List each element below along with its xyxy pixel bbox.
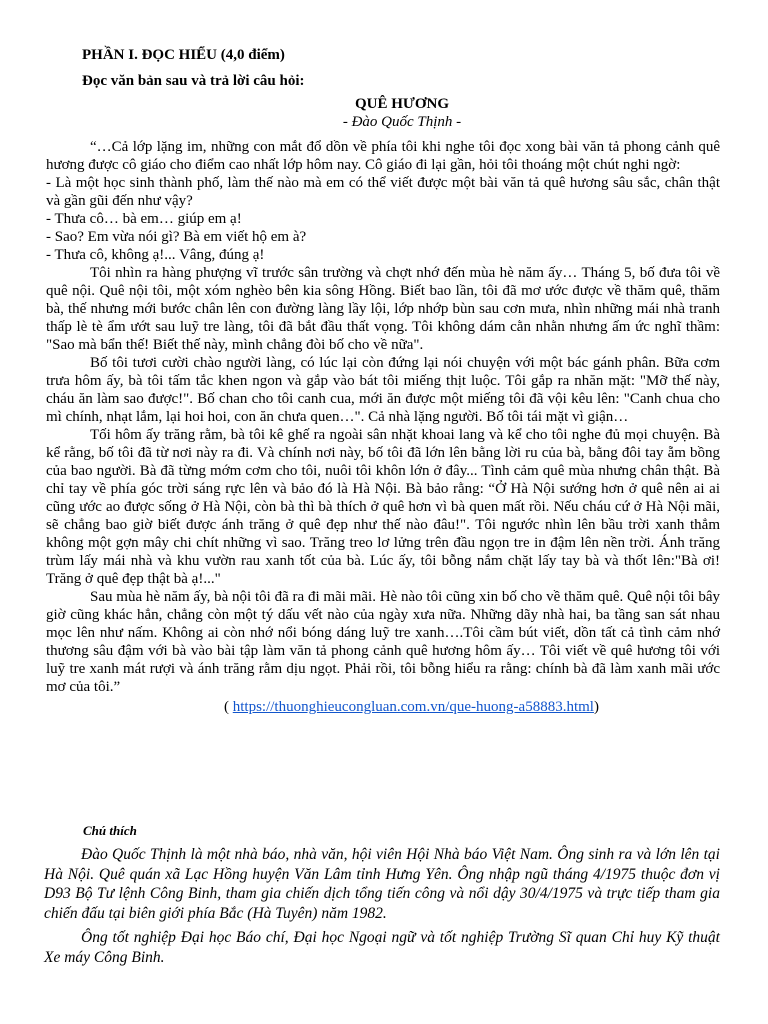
story-author: - Đào Quốc Thịnh -	[342, 114, 462, 130]
story-paragraph: Tôi nhìn ra hàng phượng vĩ trước sân trường và chợt nhớ đến mùa hè năm ấy… Tháng 5, bố đưa tôi về quê nội. Quê nội tôi, một xóm nghèo bên kia sông Hồng. Biết bao lần, tôi đã mơ ước được về thăm quê, thăm bà, thế nhưng mới bước chân lên con đường làng lầy lội, lớp nhớp bùn sau cơn mưa, nhìn những mái nhà tranh thấp lè tè ẩm ướt sau luỹ tre làng, tôi đã bắt đầu thất vọng. Tôi không dám cằn nhằn nhưng ấm ức nghĩ thầm: "Sao mà bẩn thế! Biết thế này, mình chẳng đòi bố cho về nữa".	[46, 265, 720, 353]
source-close: )	[593, 699, 599, 715]
note-paragraph: Đào Quốc Thịnh là một nhà báo, nhà văn, hội viên Hội Nhà báo Việt Nam. Ông sinh ra và lớn lên tại Hà Nội. Quê quán xã Lạc Hồng huyện Văn Lâm tỉnh Hưng Yên. Ông nhập ngũ tháng 4/1975 thuộc đơn vị D93 Bộ Tư lệnh Công Binh, tham gia chiến dịch tổng tiến công và nổi dậy 30/4/1975 và trực tiếp tham gia chiến đấu tại biên giới phía Bắc (Hà Tuyên) năm 1982.	[44, 846, 720, 922]
story-paragraph: Tối hôm ấy trăng rằm, bà tôi kê ghế ra ngoài sân nhặt khoai lang và kể cho tôi nghe đủ mọi chuyện. Bà kể rằng, bố tôi đã từ nơi này ra đi. Và chính nơi này, bố tôi đã lớn lên bằng lời ru của bà, bằng đôi tay ẵm bồng của bao người. Bà đã từng mớm cơm cho tôi, nuôi tôi khôn lớn ở đây... Tình cảm quê mùa nhưng chân thật. Bà chỉ tay về phía góc trời sáng rực lên và bảo đó là Hà Nội. Bà bảo rằng: “Ở Hà Nội sướng hơn ở quê nên ai ai cũng ước ao được sống ở Hà Nội, còn bà thì bà thích ở quê hơn vì bà quen mất rồi. Nếu cháu cứ ở Hà Nội mãi, sẽ chẳng bao giờ biết được ánh trăng ở quê đẹp như thế nào đâu!". Tôi ngước nhìn lên bầu trời xanh thẳm không một gợn mây chi chít những vì sao. Trăng treo lơ lửng trên đầu ngọn tre in đậm lên nền trời. Ánh trăng trùm lấy mái nhà và khu vườn rau xanh tốt của bà. Lúc ấy, tôi bỗng nắm chặt lấy tay bà và thốt lên:"Bà ơi! Trăng ở quê đẹp thật bà ạ!..."	[46, 427, 720, 587]
story-paragraph: “…Cả lớp lặng im, những con mắt đổ dồn về phía tôi khi nghe tôi đọc xong bài văn tả phong cảnh quê hương được cô giáo cho điểm cao nhất lớp hôm nay. Cô giáo đi lại gần, hỏi tôi thoáng một chút nghi ngờ:	[46, 139, 720, 173]
story-title: QUÊ HƯƠNG	[354, 96, 450, 112]
dialogue-line: - Thưa cô, không ạ!... Vâng, đúng ạ!	[46, 247, 265, 263]
title-block	[46, 95, 720, 131]
notes-title: Chú thích	[83, 823, 137, 838]
section-heading-block	[46, 46, 720, 64]
source-link[interactable]: https://thuonghieucongluan.com.vn/que-huong-a58883.html	[232, 699, 594, 715]
section-heading: PHẦN I. ĐỌC HIỂU (4,0 điểm)	[82, 47, 285, 63]
story-paragraph: Bố tôi tươi cười chào người làng, có lúc lại còn đứng lại nói chuyện với một bác gánh phân. Bữa cơm trưa hôm ấy, bà tôi tấm tắc khen ngon và gắp vào bát tôi miếng thịt luộc. Tôi gắp ra nhăn mặt: "Mỡ thế này, cháu ăn làm sao được!". Bố chan cho tôi canh cua, mới ăn được một miếng tôi đã vội kêu lên: "Canh chua cho mì chính, nhạt lắm, lại hoi hoi, con ăn chưa quen…". Cả nhà lặng người. Bố tôi tái mặt vì giận…	[46, 355, 720, 425]
dialogue-line: - Sao? Em vừa nói gì? Bà em viết hộ em à?	[46, 229, 307, 245]
story-body	[46, 138, 720, 716]
story-paragraph: Sau mùa hè năm ấy, bà nội tôi đã ra đi mãi mãi. Hè nào tôi cũng xin bố cho về thăm quê. Quê nội tôi bây giờ cũng khác hẳn, chẳng còn một tý dấu vết nào của ngày xưa nữa. Những dãy nhà hai, ba tầng san sát nhau mọc lên như nấm. Không ai còn nhớ nổi bóng dáng luỹ tre xanh….Tôi cầm bút viết, dồn tất cả tình cảm nhớ thương sâu đậm với bà vào bài tập làm văn tả phong cảnh quê hương hôm ấy… Tôi viết về quê hương tôi với luỹ tre xanh mát rượi và ánh trăng rằm dịu ngọt. Phải rồi, tôi bỗng hiểu ra rằng: chính bà đã làm xanh mãi ước mơ của tôi.”	[46, 589, 720, 695]
dialogue-line: - Là một học sinh thành phố, làm thế nào mà em có thể viết được một bài văn tả quê hương sâu sắc, chân thật và gần gũi đến như vậy?	[46, 175, 720, 209]
source-open: (	[224, 699, 233, 715]
reading-instruction: Đọc văn bản sau và trả lời câu hỏi:	[82, 73, 305, 89]
instruction-block	[46, 72, 720, 90]
note-paragraph: Ông tốt nghiệp Đại học Báo chí, Đại học Ngoại ngữ và tốt nghiệp Trường Sĩ quan Chỉ huy Kỹ thuật Xe máy Công Binh.	[44, 929, 720, 966]
dialogue-line: - Thưa cô… bà em… giúp em ạ!	[46, 211, 242, 227]
notes-section	[44, 822, 720, 967]
source-citation	[46, 698, 720, 716]
